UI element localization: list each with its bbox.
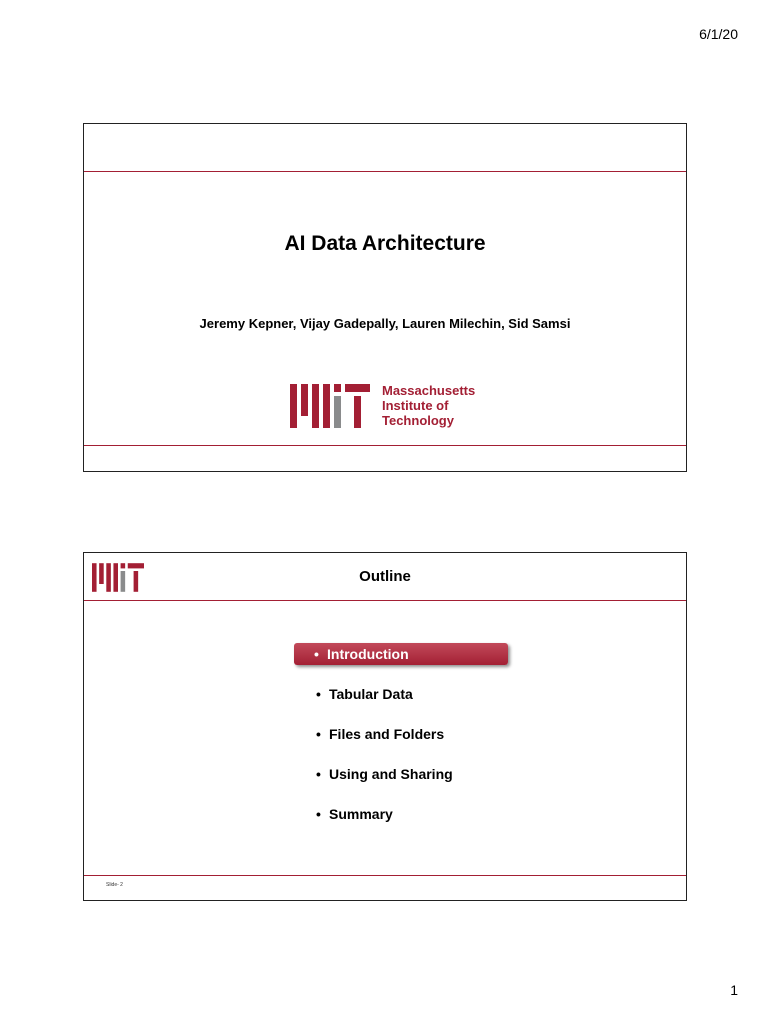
page-date: 6/1/20 [699, 26, 738, 42]
outline-list [296, 643, 516, 843]
top-rule [84, 600, 686, 601]
bottom-rule [84, 875, 686, 876]
page-number: 1 [730, 982, 738, 998]
slide-title: AI Data Architecture [284, 232, 486, 255]
mit-wordmark: Massachusetts Institute of Technology [382, 383, 476, 428]
outline-item-summary: • Summary [316, 806, 393, 822]
slide-title: Outline [359, 568, 411, 585]
outline-item-files-and-folders: • Files and Folders [316, 726, 445, 742]
slide-1 [83, 123, 687, 472]
mit-logo [290, 384, 475, 428]
outline-item-introduction: • Introduction [294, 643, 508, 665]
mit-bars-icon [290, 384, 370, 428]
slide-number: Slide- 2 [106, 882, 123, 888]
outline-item-using-and-sharing: • Using and Sharing [316, 766, 453, 782]
top-rule [84, 171, 686, 172]
slide-2 [83, 552, 687, 901]
authors: Jeremy Kepner, Vijay Gadepally, Lauren Milechin, Sid Samsi [199, 316, 571, 331]
outline-item-tabular-data: • Tabular Data [316, 686, 413, 702]
bottom-rule [84, 445, 686, 446]
